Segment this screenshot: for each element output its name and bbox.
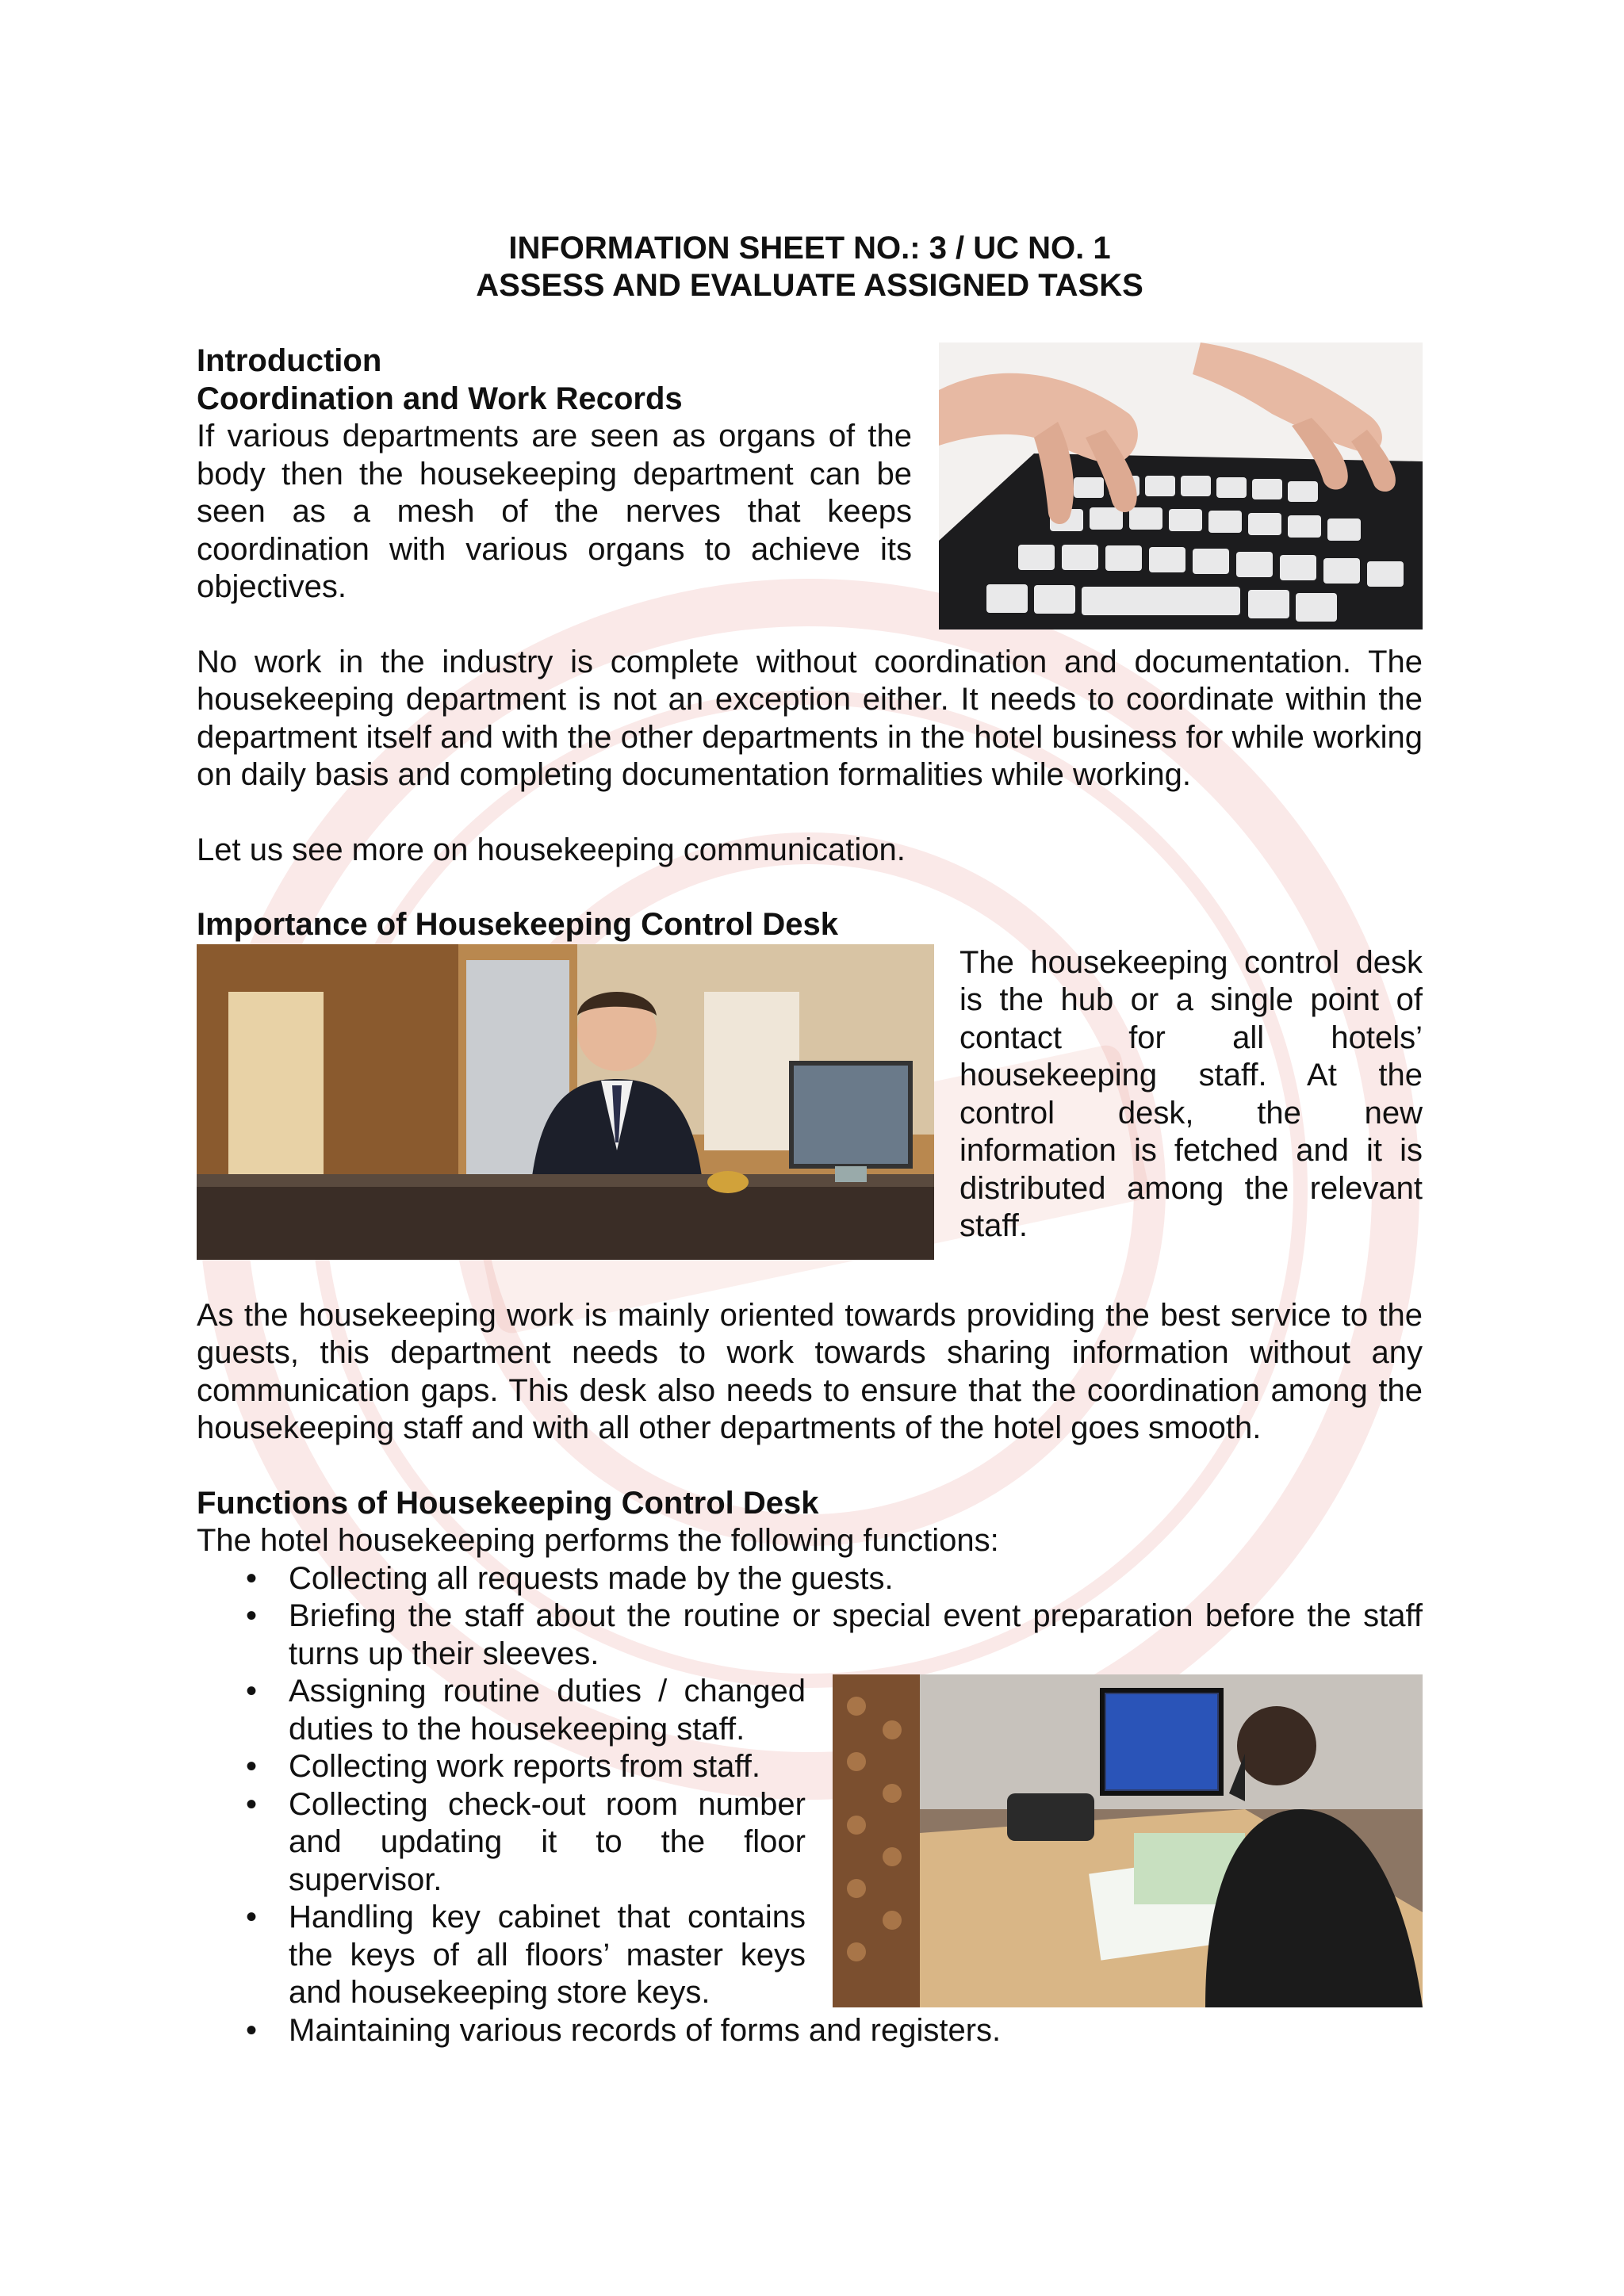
heading-introduction: Introduction [197, 343, 382, 378]
list-item: • Maintaining various records of forms and registers. [246, 2012, 1002, 2048]
title-line-2: ASSESS AND EVALUATE ASSIGNED TASKS [476, 268, 1143, 303]
document-body [197, 230, 1423, 2049]
housekeeping-desk-phone-photo [833, 1674, 1423, 2007]
list-item: • Handling key cabinet that contains the keys of all floors’ master keys and housekeeping store keys. [246, 1900, 806, 2010]
document-title [197, 230, 1423, 304]
intro-paragraph-3: Let us see more on housekeeping communication. [197, 832, 906, 867]
keyboard-typing-photo [939, 342, 1423, 629]
control-desk-paragraph-1: The housekeeping control desk is the hub or a single point of contact for all hotels’ housekeeping staff. At the control desk, the new information is fetched and it is distributed among the relevant staff. [959, 944, 1423, 1243]
heading-control-desk: Importance of Housekeeping Control Desk [197, 907, 839, 942]
functions-list [197, 1560, 1423, 2050]
front-desk-clerk-photo [197, 944, 934, 1260]
list-item: • Collecting check-out room number and updating it to the floor supervisor. [246, 1786, 806, 1897]
intro-section [197, 342, 1423, 794]
list-item: • Collecting all requests made by the guests. [246, 1560, 894, 1596]
functions-image-wrap [197, 1673, 1423, 2012]
control-desk-paragraph-2: As the housekeeping work is mainly oriented towards providing the best service to the guests, this department needs to work towards sharing information without any communication gaps. This desk also needs to ensure that the coordination among the housekeeping staff and with all other departments of the hotel goes smooth. [197, 1297, 1423, 1445]
control-desk-section [197, 944, 1423, 1260]
intro-paragraph-2: No work in the industry is complete without coordination and documentation. The housekeeping department is not an exception either. It needs to coordinate within the department itself and with the other departments in the hotel business for while working on daily basis and completing documentation formalities while working. [197, 644, 1423, 792]
list-item: • Assigning routine duties / changed duties to the housekeeping staff. [246, 1674, 806, 1747]
title-line-1: INFORMATION SHEET NO.: 3 / UC NO. 1 [508, 231, 1111, 266]
functions-intro: The hotel housekeeping performs the following functions: [197, 1523, 999, 1558]
intro-paragraph-1: If various departments are seen as organs of the body then the housekeeping department can be seen as a mesh of the nerves that keeps coordination with various organs to achieve its objectives. [197, 419, 912, 604]
list-item: • Briefing the staff about the routine or special event preparation before the staff turns up their sleeves. [246, 1598, 1423, 1671]
functions-list-inner [197, 1673, 806, 2012]
heading-functions: Functions of Housekeeping Control Desk [197, 1485, 819, 1521]
list-item: • Collecting work reports from staff. [246, 1749, 761, 1784]
heading-coordination: Coordination and Work Records [197, 381, 683, 416]
